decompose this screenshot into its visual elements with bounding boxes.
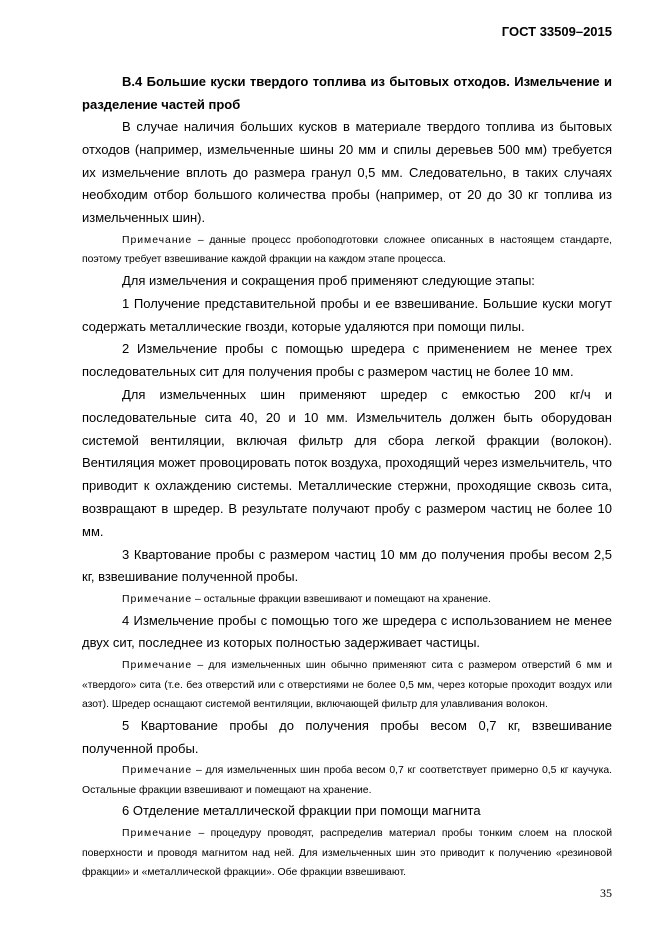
note-text: – для измельченных шин обычно применяют сита с размером отверстий 6 мм и «твердого» сита (т.е. без отверстий или с отверстиями не более 0,5 мм, через которые проходит воздух или азот). Шредер оснащают системой вентиляции, включающей фильтр для улавливания волокон.: [82, 660, 613, 711]
body-paragraph: 4 Измельчение пробы с помощью того же шредера с использованием не менее двух сит, последнее из которых полностью задерживает частицы.: [82, 612, 612, 651]
document-code: ГОСТ 33509–2015: [501, 24, 612, 39]
body-paragraph: 1 Получение представительной пробы и ее взвешивание. Большие куски могут содержать металлические гвозди, которые удаляются при помощи пилы.: [82, 295, 612, 334]
note-text: – остальные фракции взвешивают и помещают на хранение.: [195, 594, 491, 606]
body-paragraph: Для измельчения и сокращения проб применяют следующие этапы:: [122, 272, 535, 288]
note-paragraph: [82, 656, 612, 715]
note-label: Примечание: [122, 234, 193, 246]
note-text: – процедуру проводят, распределив материал пробы тонким слоем на плоской поверхности и проводя магнитом над ней. Для измельченных шин это приводит к получению «резиновой фракции» и «металлической фракции». Обе фракции взвешивают.: [82, 828, 613, 879]
body-paragraph: Для измельченных шин применяют шредер с емкостью 200 кг/ч и последовательные сита 40, 20 и 10 мм. Измельчитель должен быть оборудован системой вентиляции, включая фильтр для сбора легкой фракции (волокон). Вентиляция может провоцировать поток воздуха, проходящий через измельчитель, что приводит к охлаждению системы. Металлические стержни, проходящие сквозь сита, возвращают в шредер. В результате получают пробу с размером частиц не более 10 мм.: [82, 386, 612, 539]
document-body: [82, 116, 612, 883]
note-label: Примечание: [122, 765, 193, 777]
body-paragraph: 2 Измельчение пробы с помощью шредера с применением не менее трех последовательных сит для получения пробы с размером частиц не более 10 мм.: [82, 341, 612, 380]
note-label: Примечание: [122, 660, 193, 672]
note-paragraph: [82, 590, 612, 610]
body-paragraph: В случае наличия больших кусков в материале твердого топлива из бытовых отходов (например, измельченные шины 20 мм и спилы деревьев 500 мм) требуется их измельчение вплоть до размера гранул 0,5 мм. Следовательно, в таких случаях необходим отбор большого количества пробы (например, от 20 до 30 кг топлива из измельченных шин).: [82, 119, 612, 226]
note-paragraph: [82, 231, 612, 270]
body-paragraph: 5 Квартование пробы до получения пробы весом 0,7 кг, взвешивание полученной пробы.: [82, 717, 612, 756]
body-paragraph: 6 Отделение металлической фракции при помощи магнита: [122, 803, 481, 819]
note-paragraph: [82, 824, 612, 883]
note-label: Примечание: [122, 828, 193, 840]
body-paragraph: 3 Квартование пробы с размером частиц 10 мм до получения пробы весом 2,5 кг, взвешивание полученной пробы.: [82, 546, 612, 585]
note-text: – данные процесс пробоподготовки сложнее описанных в настоящем стандарте, поэтому требует взвешивание каждой фракции на каждом этапе процесса.: [82, 234, 612, 266]
section-title: В.4 Большие куски твердого топлива из бытовых отходов. Измельчение и разделение частей проб: [82, 74, 612, 112]
page-number: 35: [600, 886, 612, 900]
note-label: Примечание: [122, 594, 193, 606]
note-paragraph: [82, 761, 612, 800]
note-text: – для измельченных шин проба весом 0,7 кг соответствует примерно 0,5 кг каучука. Остальные фракции взвешивают и помещают на хранение.: [82, 765, 613, 796]
